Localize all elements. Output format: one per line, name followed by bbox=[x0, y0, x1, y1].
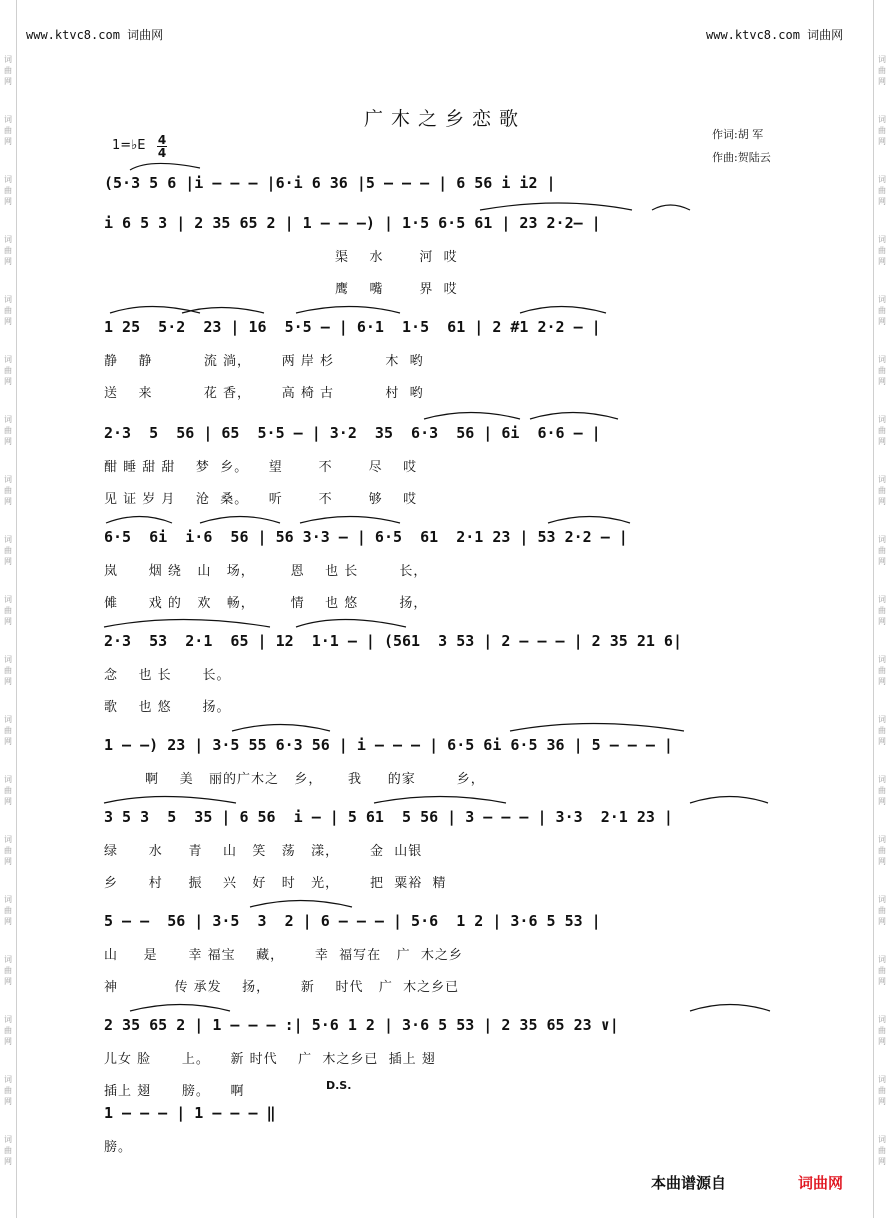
slur bbox=[130, 163, 200, 170]
key-signature: 1=♭E bbox=[112, 138, 146, 153]
watermark-stamp: 词 曲 网 bbox=[878, 715, 886, 746]
slur bbox=[232, 725, 330, 732]
lyric-8-verse-2: 乡 村 振 兴 好 时 光， 把 粟裕 精 bbox=[104, 876, 447, 891]
footer-source-text: 本曲谱源自 bbox=[651, 1174, 727, 1192]
watermark-stamp: 词 曲 网 bbox=[4, 475, 12, 506]
slur bbox=[250, 901, 352, 908]
slur bbox=[300, 517, 400, 524]
watermark-stamp: 词 曲 网 bbox=[4, 55, 12, 86]
watermark-stamp: 词 曲 网 bbox=[878, 535, 886, 566]
notation-line-11: 1 – – – | 1 – – – ‖ bbox=[104, 1104, 276, 1122]
watermark-stamp: 词 曲 网 bbox=[4, 175, 12, 206]
lyric-6-verse-1: 念 也 长 长。 bbox=[104, 668, 231, 683]
lyric-4-verse-2: 见 证 岁 月 沧 桑。 听 不 够 哎 bbox=[104, 492, 418, 507]
watermark-stamp: 词 曲 网 bbox=[878, 595, 886, 626]
watermark-stamp: 词 曲 网 bbox=[4, 655, 12, 686]
watermark-stamp: 词 曲 网 bbox=[4, 1075, 12, 1106]
notation-line-10: 2 35 65 2 | 1 – – – :| 5·6 1 2 | 3·6 5 53 | 2 35 65 23 ∨| bbox=[104, 1016, 619, 1034]
watermark-stamp: 词 曲 网 bbox=[4, 835, 12, 866]
song-title: 广木之乡恋歌 bbox=[363, 108, 526, 130]
watermark-stamp: 词 曲 网 bbox=[878, 775, 886, 806]
slur bbox=[200, 517, 280, 524]
notation-line-7: 1 – –) 23 | 3·5 55 6·3 56 | i – – – | 6·5 6i 6·5 36 | 5 – – – | bbox=[104, 736, 673, 754]
watermark-stamp: 词 曲 网 bbox=[4, 415, 12, 446]
watermark-stamp: 词 曲 网 bbox=[878, 175, 886, 206]
lyric-10-verse-2: 插上 翅 膀。 啊 bbox=[104, 1084, 245, 1099]
slur bbox=[690, 1005, 770, 1012]
watermark-stamp: 词 曲 网 bbox=[878, 235, 886, 266]
slur bbox=[104, 620, 270, 628]
watermark-stamp: 词 曲 网 bbox=[878, 1135, 886, 1166]
footer-site-link[interactable]: 词曲网 bbox=[798, 1174, 844, 1192]
notation-line-4: 2·3 5 56 | 65 5·5 – | 3·2 35 6·3 56 | 6i 6·6 – | bbox=[104, 424, 601, 442]
slur bbox=[480, 203, 632, 210]
slur bbox=[374, 797, 506, 804]
slur bbox=[424, 413, 520, 420]
watermark-stamp: 词 曲 网 bbox=[4, 115, 12, 146]
notation-line-5: 6·5 6i i·6 56 | 56 3·3 – | 6·5 61 2·1 23 | 53 2·2 – | bbox=[104, 528, 628, 546]
watermark-stamp: 词 曲 网 bbox=[878, 895, 886, 926]
notation-line-3: 1 25 5·2 23 | 16 5·5 – | 6·1 1·5 61 | 2 #1 2·2 – | bbox=[104, 318, 601, 336]
slur bbox=[548, 517, 630, 524]
dal-segno-mark: D.S. bbox=[326, 1079, 352, 1092]
slur bbox=[520, 307, 606, 314]
notation-line-6: 2·3 53 2·1 65 | 12 1·1 – | (561 3 53 | 2 – – – | 2 35 21 6| bbox=[104, 632, 682, 650]
lyric-6-verse-2: 歌 也 悠 扬。 bbox=[104, 700, 231, 715]
watermark-stamp: 词 曲 网 bbox=[4, 895, 12, 926]
time-signature-numerator: 4 bbox=[157, 133, 167, 147]
watermark-stamp: 词 曲 网 bbox=[878, 1075, 886, 1106]
lyricist-credit: 作词:胡 军 bbox=[712, 128, 764, 141]
watermark-stamp: 词 曲 网 bbox=[4, 1135, 12, 1166]
watermark-stamp: 词 曲 网 bbox=[4, 775, 12, 806]
lyric-2-verse-2: 鹰 嘴 界 哎 bbox=[104, 282, 458, 297]
lyric-4-verse-1: 酣 睡 甜 甜 梦 乡。 望 不 尽 哎 bbox=[104, 460, 418, 475]
watermark-stamp: 词 曲 网 bbox=[4, 595, 12, 626]
lyric-10-verse-1: 儿女 脸 上。 新 时代 广 木之乡已 插上 翅 bbox=[104, 1052, 436, 1067]
watermark-stamp: 词 曲 网 bbox=[4, 715, 12, 746]
slur bbox=[130, 1005, 230, 1012]
lyric-5-verse-1: 岚 烟 绕 山 场， 恩 也 长 长， bbox=[104, 564, 428, 579]
watermark-stamp: 词 曲 网 bbox=[878, 55, 886, 86]
slur bbox=[106, 517, 172, 524]
watermark-stamp: 词 曲 网 bbox=[878, 955, 886, 986]
slur bbox=[510, 724, 684, 732]
notation-line-2: i 6 5 3 | 2 35 65 2 | 1 – – –) | 1·5 6·5 61 | 23 2·2– | bbox=[104, 214, 601, 232]
watermark-stamp: 词 曲 网 bbox=[4, 955, 12, 986]
lyric-11-verse-1: 膀。 bbox=[104, 1140, 133, 1155]
watermark-stamp: 词 曲 网 bbox=[4, 235, 12, 266]
watermark-stamp: 词 曲 网 bbox=[4, 1015, 12, 1046]
composer-credit: 作曲:贺陆云 bbox=[712, 151, 771, 164]
watermark-stamp: 词 曲 网 bbox=[878, 415, 886, 446]
lyric-9-verse-1: 山 是 幸 福宝 藏， 幸 福写在 广 木之乡 bbox=[104, 948, 463, 963]
slur bbox=[652, 205, 690, 210]
watermark-stamp: 词 曲 网 bbox=[4, 355, 12, 386]
time-signature-denominator: 4 bbox=[157, 146, 167, 160]
lyric-9-verse-2: 神 传 承发 扬， 新 时代 广 木之乡已 bbox=[104, 980, 460, 995]
lyric-8-verse-1: 绿 水 青 山 笑 荡 漾， 金 山银 bbox=[104, 844, 423, 859]
lyric-5-verse-2: 傩 戏 的 欢 畅， 情 也 悠 扬， bbox=[104, 596, 428, 611]
watermark-stamp: 词 曲 网 bbox=[878, 355, 886, 386]
lyric-2-verse-1: 渠 水 河 哎 bbox=[104, 250, 458, 265]
watermark-stamp: 词 曲 网 bbox=[878, 115, 886, 146]
watermark-stamp: 词 曲 网 bbox=[4, 295, 12, 326]
header-site-left[interactable]: www.ktvc8.com 词曲网 bbox=[26, 28, 164, 42]
notation-line-1: (5·3 5 6 |i – – – |6·i 6 36 |5 – – – | 6 56 i i2 | bbox=[104, 174, 556, 192]
watermark-stamp: 词 曲 网 bbox=[878, 655, 886, 686]
lyric-7-verse-1: 啊 美 丽的广木之 乡， 我 的家 乡， bbox=[104, 772, 485, 787]
watermark-stamp: 词 曲 网 bbox=[878, 475, 886, 506]
lyric-3-verse-1: 静 静 流 淌， 两 岸 杉 木 哟 bbox=[104, 354, 424, 369]
slur bbox=[530, 413, 618, 420]
watermark-stamp: 词 曲 网 bbox=[878, 835, 886, 866]
slur bbox=[296, 620, 406, 628]
watermark-stamp: 词 曲 网 bbox=[878, 295, 886, 326]
notation-line-8: 3 5 3 5 35 | 6 56 i – | 5 61 5 56 | 3 – – – | 3·3 2·1 23 | bbox=[104, 808, 673, 826]
header-site-right[interactable]: www.ktvc8.com 词曲网 bbox=[706, 28, 844, 42]
notation-line-9: 5 – – 56 | 3·5 3 2 | 6 – – – | 5·6 1 2 | 3·6 5 53 | bbox=[104, 912, 601, 930]
slur bbox=[690, 797, 768, 804]
slur bbox=[296, 307, 400, 314]
lyric-3-verse-2: 送 来 花 香， 高 椅 古 村 哟 bbox=[104, 386, 424, 401]
watermark-stamp: 词 曲 网 bbox=[4, 535, 12, 566]
slur bbox=[104, 797, 236, 804]
watermark-stamp: 词 曲 网 bbox=[878, 1015, 886, 1046]
